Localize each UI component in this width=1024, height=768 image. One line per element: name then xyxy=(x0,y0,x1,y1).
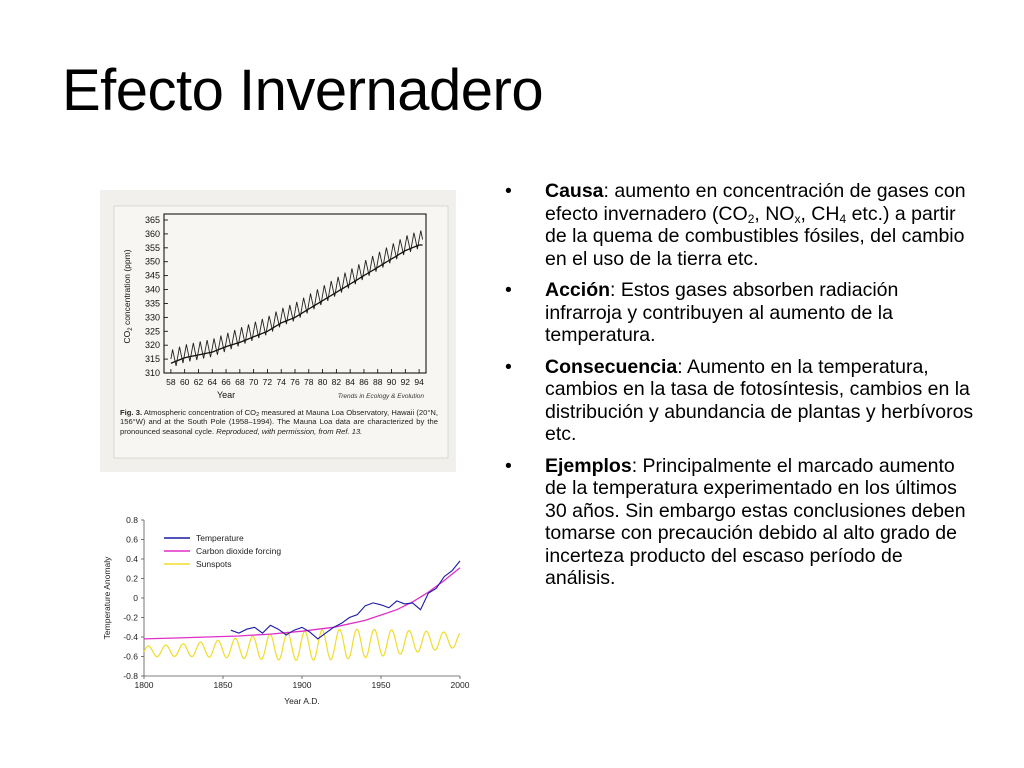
x-tick-label: 1800 xyxy=(134,680,154,690)
bullet-marker: • xyxy=(505,355,512,378)
bullet-text: : Estos gases absorben radiación infrarroja y contribuyen al aumento de la temperatura. xyxy=(545,279,899,346)
x-tick-label: 68 xyxy=(235,377,245,387)
x-tick-label: 1900 xyxy=(292,680,312,690)
y-tick-label: 335 xyxy=(144,298,160,309)
x-tick-label: 94 xyxy=(414,377,424,387)
bullet-text: , CH xyxy=(800,202,840,225)
caption-part: Atmospheric concentration of CO xyxy=(142,408,257,417)
x-tick-label: 74 xyxy=(276,377,286,387)
caption-part: Fig. 3. xyxy=(120,408,143,417)
y-tick-label: 345 xyxy=(144,270,160,281)
y-tick-label: 0.4 xyxy=(126,554,138,564)
bullet-key: Acción xyxy=(545,279,611,301)
x-tick-label: 1850 xyxy=(213,680,233,690)
y-tick-label: 0 xyxy=(133,593,138,603)
x-tick-label: 88 xyxy=(373,377,383,387)
y-tick-label: 320 xyxy=(144,340,160,351)
slide-title: Efecto Invernadero xyxy=(62,58,544,123)
x-tick-label: 1950 xyxy=(371,680,391,690)
x-tick-label: 90 xyxy=(386,377,397,387)
x-tick-label: 76 xyxy=(290,377,300,387)
bullet-key: Consecuencia xyxy=(545,355,678,378)
bullet-ejemplos xyxy=(505,455,975,590)
bullet-list xyxy=(505,180,975,599)
bullet-causa xyxy=(505,180,975,270)
subscript: 4 xyxy=(839,211,847,226)
y-axis-label-subscript: 2 xyxy=(128,327,134,331)
subscript: x xyxy=(794,211,801,226)
y-tick-label: -0.8 xyxy=(123,671,138,681)
bullet-key: Causa xyxy=(545,180,604,202)
caption-part: measured at Mauna Loa Observatory, Hawaii (20°N, 156°W) and at the South Pole (1958–1994). The Mauna Loa data are characterized by the pronounced seasonal cycle. xyxy=(120,408,438,436)
bullet-text: : Aumento en la temperatura, cambios en la tasa de fotosíntesis, cambios en la distribución y abundancia de plantas y herbívoros etc. xyxy=(545,355,974,445)
temperature-anomaly-figure xyxy=(98,510,478,716)
x-tick-label: 92 xyxy=(400,377,411,387)
x-tick-label: 72 xyxy=(262,377,273,387)
x-tick-label: 70 xyxy=(248,377,259,387)
y-axis-label-part: concentration (ppm) xyxy=(122,249,132,328)
series-temperature xyxy=(231,561,460,639)
y-tick-label: 355 xyxy=(144,242,160,253)
x-axis-label: Year xyxy=(216,390,236,400)
y-tick-label: 325 xyxy=(144,326,160,337)
bullet-marker: • xyxy=(505,180,512,202)
y-tick-label: -0.6 xyxy=(123,651,138,662)
y-tick-label: 0.2 xyxy=(126,573,138,584)
bullet-accion xyxy=(505,279,975,347)
y-axis-label-part: CO xyxy=(122,330,132,344)
legend-label: Sunspots xyxy=(196,559,232,569)
y-tick-label: 365 xyxy=(144,215,160,225)
bullet-marker: • xyxy=(505,454,512,477)
y-tick-label: 0.8 xyxy=(126,515,138,525)
temperature-chart xyxy=(98,510,478,716)
caption-part: Reproduced, with permission, from Ref. 13. xyxy=(216,426,363,436)
y-tick-label: 310 xyxy=(144,368,160,378)
y-tick-label: 0.6 xyxy=(126,534,138,545)
y-tick-label: 360 xyxy=(144,228,160,239)
y-tick-label: 315 xyxy=(144,354,160,365)
x-tick-label: 58 xyxy=(166,377,176,387)
subscript: 2 xyxy=(747,211,755,226)
y-tick-label: 340 xyxy=(144,284,160,295)
x-axis-label: Year A.D. xyxy=(284,696,320,706)
source-label: Trends in Ecology & Evolution xyxy=(337,393,424,400)
co2-chart xyxy=(100,190,456,472)
x-tick-label: 80 xyxy=(317,377,328,387)
y-tick-label: 330 xyxy=(144,312,160,323)
y-tick-label: -0.2 xyxy=(123,612,138,623)
legend-label: Temperature xyxy=(196,533,244,543)
x-tick-label: 86 xyxy=(359,377,369,387)
co2-concentration-figure xyxy=(100,190,456,472)
y-tick-label: 350 xyxy=(144,256,160,267)
x-tick-label: 60 xyxy=(179,377,190,387)
figure-caption xyxy=(120,408,438,436)
x-tick-label: 64 xyxy=(207,377,217,387)
x-tick-label: 2000 xyxy=(450,680,470,690)
bullet-text: : Principalmente el marcado aumento de la temperatura experimentado en los últimos 30 años. Sin embargo estas conclusiones deben tomarse con precaución debido al alto grado de incerteza producto del escaso período de análisis. xyxy=(545,454,966,589)
bullet-text: : aumento en concentración de gases con efecto invernadero (CO xyxy=(545,180,966,225)
caption-part: 2 xyxy=(256,412,260,418)
series-sunspots xyxy=(144,629,460,660)
bullet-marker: • xyxy=(505,279,512,301)
caption-container xyxy=(120,408,438,458)
bullet-text: , NO xyxy=(754,202,795,225)
x-tick-label: 66 xyxy=(221,377,231,387)
bullet-consecuencia xyxy=(505,356,975,446)
bullet-key: Ejemplos xyxy=(545,454,632,477)
legend-label: Carbon dioxide forcing xyxy=(196,546,282,556)
x-tick-label: 78 xyxy=(304,377,314,387)
x-tick-label: 82 xyxy=(331,377,342,387)
y-axis-label: Temperature Anomaly xyxy=(102,556,112,640)
y-tick-label: -0.4 xyxy=(123,632,138,642)
bullet-text: etc.) a partir de la quema de combustibles fósiles, del cambio en el uso de la tierra etc. xyxy=(545,202,965,270)
x-tick-label: 62 xyxy=(193,377,204,387)
x-tick-label: 84 xyxy=(345,377,355,387)
